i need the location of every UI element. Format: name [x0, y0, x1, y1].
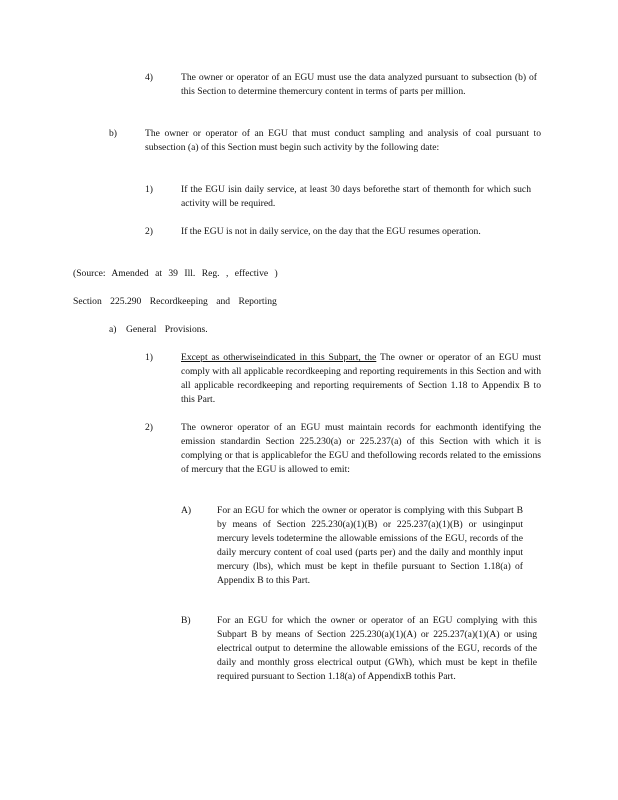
item-a1-body: The owner or operator of an EGU must comply with all applicable recordkeeping and reporting requirements in this Section and with all applicable recordkeeping and reporting requirements of Section 1.18 to Appendix B to this Part. — [181, 352, 541, 405]
subsection-a-title: General Provisions. — [126, 324, 208, 335]
subsection-a-label: a) — [109, 324, 117, 335]
item-a2A-label: A) — [181, 505, 192, 516]
subsection-b-text: The owner or operator of an EGU that must conduct sampling and analysis of coal pursuant to subsection (a) of this Section must begin such activity by the following date: — [145, 128, 541, 153]
item-a1-text — [181, 351, 541, 407]
item-a2B-text: For an EGU for which the owner or operator of an EGU complying with this Subpart B by means of Section 225.230(a)(1)(A) or 225.237(a)(1)(A) or using electrical output to determine the allowable emissions of the EGU, records of the daily and monthly gross electrical output (GWh), which must be kept in thefile required pursuant to Section 1.18(a) of AppendixB tothis Part. — [217, 615, 537, 682]
item-b2-label: 2) — [145, 226, 153, 237]
item-4-text: The owner or operator of an EGU must use the data analyzed pursuant to subsection (b) of this Section to determine themercury content in terms of parts per million. — [181, 72, 537, 97]
item-a2A-text: For an EGU for which the owner or operator is complying with this Subpart B by means of Section 225.230(a)(1)(B) or 225.237(a)(1)(B) or usinginput mercury levels todetermine the allowable emissions of the EGU, records of the daily mercury content of coal used (parts per) and the daily and monthly input mercury (lbs), which must be kept in thefile pursuant to Section 1.18(a) of Appendix B to this Part. — [217, 505, 523, 586]
item-a2B-label: B) — [181, 615, 191, 626]
item-b1-text: If the EGU isin daily service, at least 30 days beforethe start of themonth for which such activity will be required. — [181, 184, 531, 209]
item-b1-label: 1) — [145, 184, 153, 195]
item-a2-text: The owneror operator of an EGU must maintain records for eachmonth identifying the emission standardin Section 225.230(a) or 225.237(a) of this Section with which it is complying or that is applicablefor the EGU and thefollowing records related to the emissions of mercury that the EGU is allowed to emit: — [181, 422, 541, 475]
item-4-label: 4) — [145, 72, 153, 83]
section-heading: Section 225.290 Recordkeeping and Reporting — [73, 296, 277, 307]
subsection-b-label: b) — [109, 128, 117, 139]
item-a1-underlined-insertion: Except as otherwiseindicated in this Subpart, the — [181, 352, 377, 363]
item-a1-label: 1) — [145, 352, 153, 363]
item-b2-text: If the EGU is not in daily service, on the day that the EGU resumes operation. — [181, 226, 481, 237]
source-note: (Source: Amended at 39 Ill. Reg. , effective ) — [73, 268, 278, 279]
item-a2-label: 2) — [145, 422, 153, 433]
